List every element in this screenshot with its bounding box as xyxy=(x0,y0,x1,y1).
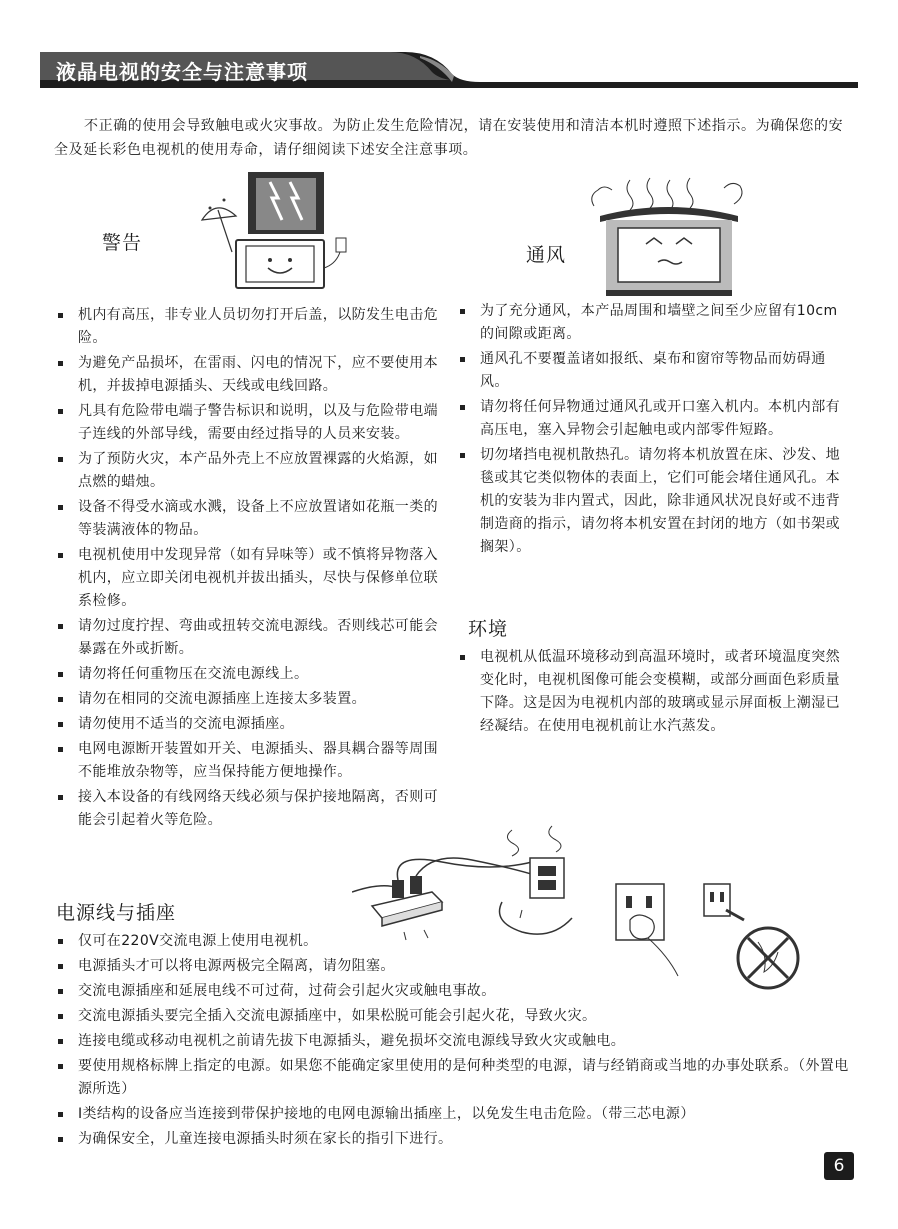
page-number: 6 xyxy=(824,1152,854,1180)
bullet-icon xyxy=(58,505,63,510)
list-item: 为了预防火灾，本产品外壳上不应放置裸露的火焰源，如点燃的蜡烛。 xyxy=(54,448,446,494)
bullet-icon xyxy=(58,409,63,414)
bullet-icon xyxy=(58,697,63,702)
bullet-icon xyxy=(58,457,63,462)
warning-title: 警告 xyxy=(102,232,143,254)
intro-paragraph: 不正确的使用会导致触电或火灾事故。为防止发生危险情况，请在安装使用和清洁本机时遵照下述指示。为确保您的安全及延长彩色电视机的使用寿命，请仔细阅读下述安全注意事项。 xyxy=(54,118,844,158)
bullet-icon xyxy=(58,1137,63,1142)
bullet-icon xyxy=(460,453,465,458)
list-item: 接入本设备的有线网络天线必须与保护接地隔离，否则可能会引起着火等危险。 xyxy=(54,786,446,832)
list-item: 请勿使用不适当的交流电源插座。 xyxy=(54,713,446,736)
list-item: 为确保安全，儿童连接电源插头时须在家长的指引下进行。 xyxy=(54,1128,854,1151)
bullet-icon xyxy=(58,1039,63,1044)
bullet-icon xyxy=(58,1112,63,1117)
list-item: 电源插头才可以将电源两极完全隔离，请勿阻塞。 xyxy=(54,955,854,978)
ventilation-title: 通风 xyxy=(526,244,567,266)
list-item: 请勿在相同的交流电源插座上连接太多装置。 xyxy=(54,688,446,711)
list-item: 请勿将任何异物通过通风孔或开口塞入机内。本机内部有高压电，塞入异物会引起触电或内部零件短路。 xyxy=(456,396,848,442)
list-item: 为了充分通风，本产品周围和墙壁之间至少应留有10cm的间隙或距离。 xyxy=(456,300,848,346)
bullet-icon xyxy=(58,1064,63,1069)
bullet-icon xyxy=(460,405,465,410)
list-item: 电视机使用中发现异常（如有异味等）或不慎将异物落入机内，应立即关闭电视机并拔出插头，尽快与保修单位联系检修。 xyxy=(54,544,446,613)
list-item: 仅可在220V交流电源上使用电视机。 xyxy=(54,930,854,953)
power-list xyxy=(54,930,854,1153)
warning-list xyxy=(54,304,446,834)
bullet-icon xyxy=(58,672,63,677)
bullet-icon xyxy=(58,624,63,629)
list-item: 交流电源插座和延展电线不可过荷，过荷会引起火灾或触电事故。 xyxy=(54,980,854,1003)
page-title: 液晶电视的安全与注意事项 xyxy=(56,60,308,84)
list-item: 通风孔不要覆盖诸如报纸、桌布和窗帘等物品而妨碍通风。 xyxy=(456,348,848,394)
bullet-icon xyxy=(58,722,63,727)
list-item: 设备不得受水滴或水溅，设备上不应放置诸如花瓶一类的等装满液体的物品。 xyxy=(54,496,446,542)
tv-lightning-illustration xyxy=(196,168,356,292)
bullet-icon xyxy=(58,989,63,994)
bullet-icon xyxy=(460,655,465,660)
environment-list xyxy=(456,646,848,740)
bullet-icon xyxy=(460,309,465,314)
list-item: 为避免产品损坏，在雷雨、闪电的情况下，应不要使用本机，并拔掉电源插头、天线或电线回路。 xyxy=(54,352,446,398)
list-item: 要使用规格标牌上指定的电源。如果您不能确定家里使用的是何种类型的电源，请与经销商或当地的办事处联系。（外置电源所选） xyxy=(54,1055,854,1101)
list-item: Ⅰ类结构的设备应当连接到带保护接地的电网电源输出插座上，以免发生电击危险。（带三芯电源） xyxy=(54,1103,854,1126)
bullet-icon xyxy=(58,939,63,944)
bullet-icon xyxy=(58,747,63,752)
bullet-icon xyxy=(58,964,63,969)
list-item: 交流电源插头要完全插入交流电源插座中，如果松脱可能会引起火花，导致火灾。 xyxy=(54,1005,854,1028)
overloaded-socket-illustration xyxy=(352,822,602,944)
bullet-icon xyxy=(460,357,465,362)
power-title: 电源线与插座 xyxy=(56,902,177,924)
list-item: 连接电缆或移动电视机之前请先拔下电源插头，避免损坏交流电源线导致火灾或触电。 xyxy=(54,1030,854,1053)
bullet-icon xyxy=(58,313,63,318)
bullet-icon xyxy=(58,795,63,800)
list-item: 机内有高压，非专业人员切勿打开后盖，以防发生电击危险。 xyxy=(54,304,446,350)
bullet-icon xyxy=(58,1014,63,1019)
tv-overheat-illustration xyxy=(584,176,754,298)
bullet-icon xyxy=(58,361,63,366)
list-item: 切勿堵挡电视机散热孔。请勿将本机放置在床、沙发、地毯或其它类似物体的表面上，它们可能会堵住通风孔。本机的安装为非内置式，因此，除非通风状况良好或不违背制造商的指示，请勿将本机安置在封闭的地方（如书架或搁架）。 xyxy=(456,444,848,559)
bullet-icon xyxy=(58,553,63,558)
list-item: 请勿过度拧捏、弯曲或扭转交流电源线。否则线芯可能会暴露在外或折断。 xyxy=(54,615,446,661)
section-header xyxy=(40,48,858,88)
list-item: 电视机从低温环境移动到高温环境时，或者环境温度突然变化时，电视机图像可能会变模糊，或部分画面色彩质量下降。这是因为电视机内部的玻璃或显示屏面板上潮湿已经凝结。在使用电视机前让水汽蒸发。 xyxy=(456,646,848,738)
ventilation-list xyxy=(456,300,848,561)
list-item: 凡具有危险带电端子警告标识和说明，以及与危险带电端子连线的外部导线，需要由经过指导的人员来安装。 xyxy=(54,400,446,446)
list-item: 请勿将任何重物压在交流电源线上。 xyxy=(54,663,446,686)
environment-title: 环境 xyxy=(468,618,509,640)
list-item: 电网电源断开装置如开关、电源插头、器具耦合器等周围不能堆放杂物等，应当保持能方便地操作。 xyxy=(54,738,446,784)
